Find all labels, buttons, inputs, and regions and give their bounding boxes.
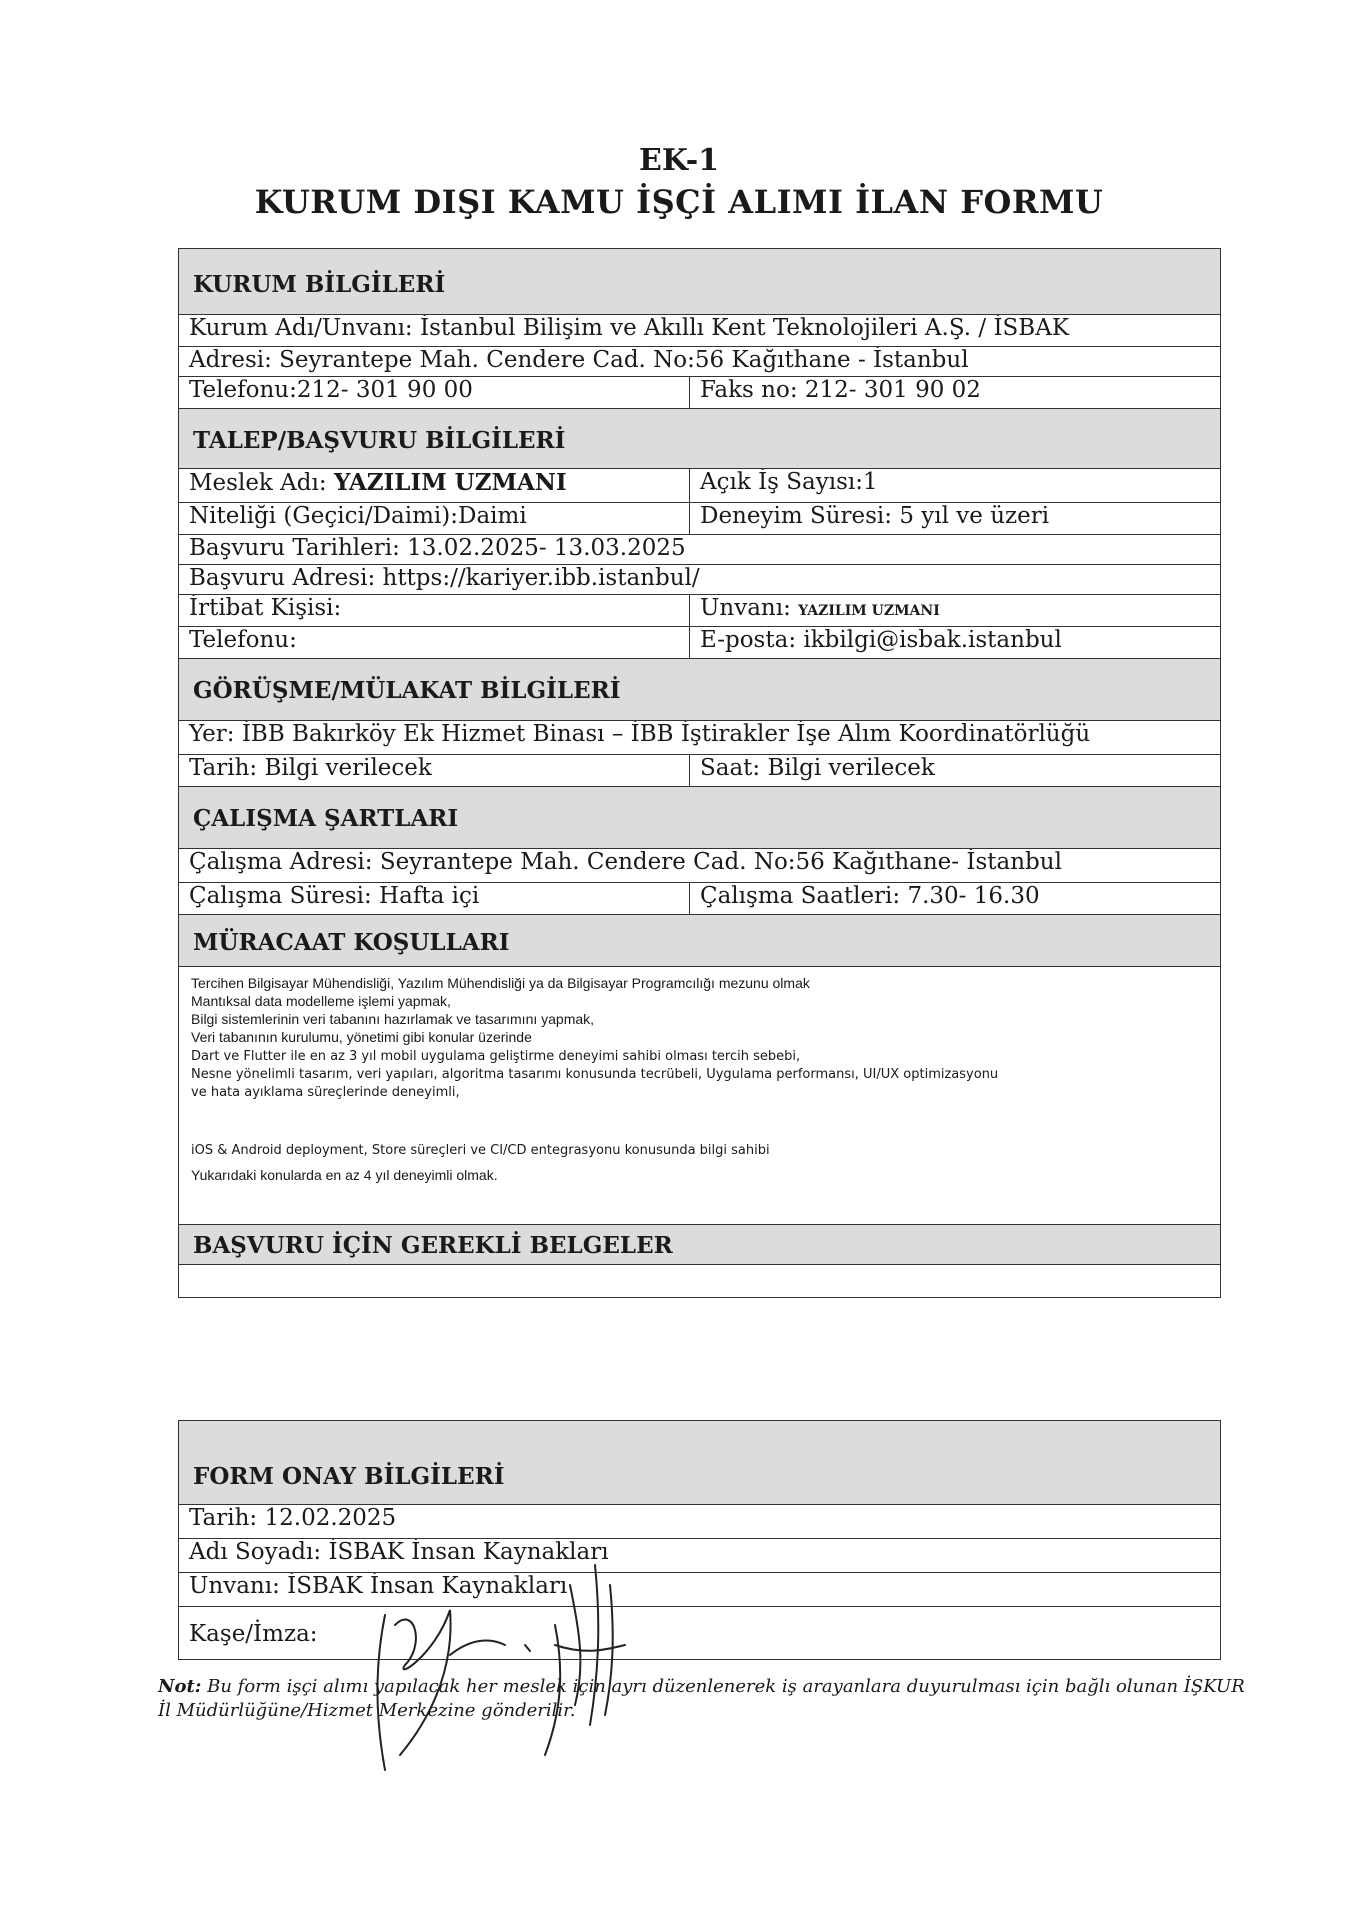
- section-title: BAŞVURU İÇİN GEREKLİ BELGELER: [193, 1232, 673, 1259]
- form-table-main: [178, 248, 1221, 1298]
- section-title: GÖRÜŞME/MÜLAKAT BİLGİLERİ: [193, 677, 621, 704]
- field-basvuru-adresi: Başvuru Adresi: https://kariyer.ibb.istanbul/: [189, 565, 700, 591]
- section-kurum: [179, 249, 1220, 315]
- annex-label: EK-1: [638, 143, 720, 178]
- condition-line: Bilgi sistemlerinin veri tabanını hazırlamak ve tasarımını yapmak,: [191, 1011, 595, 1027]
- field-deneyim: Deneyim Süresi: 5 yıl ve üzeri: [689, 503, 1220, 534]
- row-calisma-adres: [179, 849, 1220, 883]
- row-onay-unvan: [179, 1573, 1220, 1607]
- row-onay-adi: [179, 1539, 1220, 1573]
- condition-line: Mantıksal data modelleme işlemi yapmak,: [191, 993, 451, 1009]
- section-talep: [179, 409, 1220, 469]
- row-belgeler-empty: [179, 1265, 1220, 1297]
- condition-line: Tercihen Bilgisayar Mühendisliği, Yazılım Mühendisliği ya da Bilgisayar Programcılığı mezunu olmak: [191, 975, 810, 991]
- field-calisma-adresi: Çalışma Adresi: Seyrantepe Mah. Cendere Cad. No:56 Kağıthane- İstanbul: [189, 849, 1062, 875]
- field-kurum-telefon: Telefonu:212- 301 90 00: [189, 377, 473, 403]
- field-onay-tarih: Tarih: 12.02.2025: [189, 1505, 397, 1531]
- row-calisma-sure: [179, 883, 1220, 915]
- section-title: KURUM BİLGİLERİ: [193, 271, 446, 298]
- field-calisma-suresi: Çalışma Süresi: Hafta içi: [189, 883, 480, 909]
- section-title: FORM ONAY BİLGİLERİ: [193, 1463, 505, 1490]
- section-gorusme: [179, 659, 1220, 721]
- row-irtibat: [179, 595, 1220, 627]
- row-niteligi: [179, 503, 1220, 535]
- field-calisma-saatleri: Çalışma Saatleri: 7.30- 16.30: [689, 883, 1220, 914]
- condition-line: ve hata ayıklama süreçlerinde deneyimli,: [191, 1085, 460, 1100]
- section-title: ÇALIŞMA ŞARTLARI: [193, 805, 459, 832]
- form-table-onay: [178, 1420, 1221, 1660]
- section-muracaat: [179, 915, 1220, 967]
- field-value: YAZILIM UZMANI: [333, 469, 567, 496]
- handwritten-signature: [355, 1555, 675, 1785]
- field-onay-adi-soyadi: Adı Soyadı: İSBAK İnsan Kaynakları: [189, 1539, 609, 1565]
- field-label: Unvanı:: [700, 595, 799, 621]
- field-eposta: E-posta: ikbilgi@isbak.istanbul: [689, 627, 1220, 658]
- row-tarihler: [179, 535, 1220, 565]
- field-niteligi: Niteliği (Geçici/Daimi):Daimi: [189, 503, 527, 529]
- section-calisma: [179, 787, 1220, 849]
- field-basvuru-tarihleri: Başvuru Tarihleri: 13.02.2025- 13.03.2025: [189, 535, 686, 561]
- row-onay-kase: [179, 1607, 1220, 1659]
- row-telefon: [179, 627, 1220, 659]
- field-kurum-adres: Adresi: Seyrantepe Mah. Cendere Cad. No:56 Kağıthane - İstanbul: [189, 347, 969, 373]
- field-telefon: Telefonu:: [189, 627, 297, 653]
- section-title: MÜRACAAT KOŞULLARI: [193, 929, 510, 956]
- row-tarih-saat: [179, 755, 1220, 787]
- condition-line: Dart ve Flutter ile en az 3 yıl mobil uygulama geliştirme deneyimi sahibi olması tercih sebebi,: [191, 1049, 801, 1064]
- row-onay-tarih: [179, 1505, 1220, 1539]
- muracaat-conditions: [179, 967, 1220, 1225]
- field-acik-is: Açık İş Sayısı:1: [689, 469, 1220, 502]
- condition-line: iOS & Android deployment, Store süreçleri ve CI/CD entegrasyonu konusunda bilgi sahibi: [191, 1143, 770, 1158]
- row-kurum-adres: [179, 347, 1220, 377]
- condition-line: Yukarıdaki konularda en az 4 yıl deneyimli olmak.: [191, 1167, 498, 1183]
- footer-note: [158, 1675, 1258, 1723]
- field-meslek: [179, 469, 689, 502]
- field-irtibat: İrtibat Kişisi:: [189, 595, 342, 621]
- section-onay: [179, 1421, 1220, 1505]
- field-tarih: Tarih: Bilgi verilecek: [189, 755, 432, 781]
- section-title: TALEP/BAŞVURU BİLGİLERİ: [193, 427, 566, 454]
- note-text: Bu form işçi alımı yapılacak her meslek için ayrı düzenlenerek iş arayanlara duyurulması için bağlı olunan İŞKUR İl Müdürlüğüne/Hizmet Merkezine gönderilir.: [158, 1676, 1245, 1721]
- row-basvuru-adres: [179, 565, 1220, 595]
- condition-line: Veri tabanının kurulumu, yönetimi gibi konular üzerinde: [191, 1029, 532, 1045]
- field-yer: Yer: İBB Bakırköy Ek Hizmet Binası – İBB İştirakler İşe Alım Koordinatörlüğü: [189, 721, 1091, 747]
- section-belgeler: [179, 1225, 1220, 1265]
- form-title: KURUM DIŞI KAMU İŞÇİ ALIMI İLAN FORMU: [254, 183, 1104, 221]
- field-kase-imza: Kaşe/İmza:: [189, 1621, 318, 1647]
- row-meslek: [179, 469, 1220, 503]
- field-kurum-adi: Kurum Adı/Unvanı: İstanbul Bilişim ve Akıllı Kent Teknolojileri A.Ş. / İSBAK: [189, 315, 1069, 341]
- field-kurum-faks: Faks no: 212- 301 90 02: [689, 377, 1220, 408]
- field-unvan: [689, 595, 1220, 626]
- note-label: Not:: [158, 1676, 202, 1697]
- condition-line: Nesne yönelimli tasarım, veri yapıları, algoritma tasarımı konusunda tecrübeli, Uygulama performansı, UI/UX optimizasyonu: [191, 1067, 999, 1082]
- row-yer: [179, 721, 1220, 755]
- row-kurum-telefon: [179, 377, 1220, 409]
- field-label: Meslek Adı:: [189, 470, 334, 496]
- row-kurum-adi: [179, 315, 1220, 347]
- field-saat: Saat: Bilgi verilecek: [689, 755, 1220, 786]
- field-onay-unvan: Unvanı: İSBAK İnsan Kaynakları: [189, 1573, 568, 1599]
- field-value: YAZILIM UZMANI: [798, 603, 940, 619]
